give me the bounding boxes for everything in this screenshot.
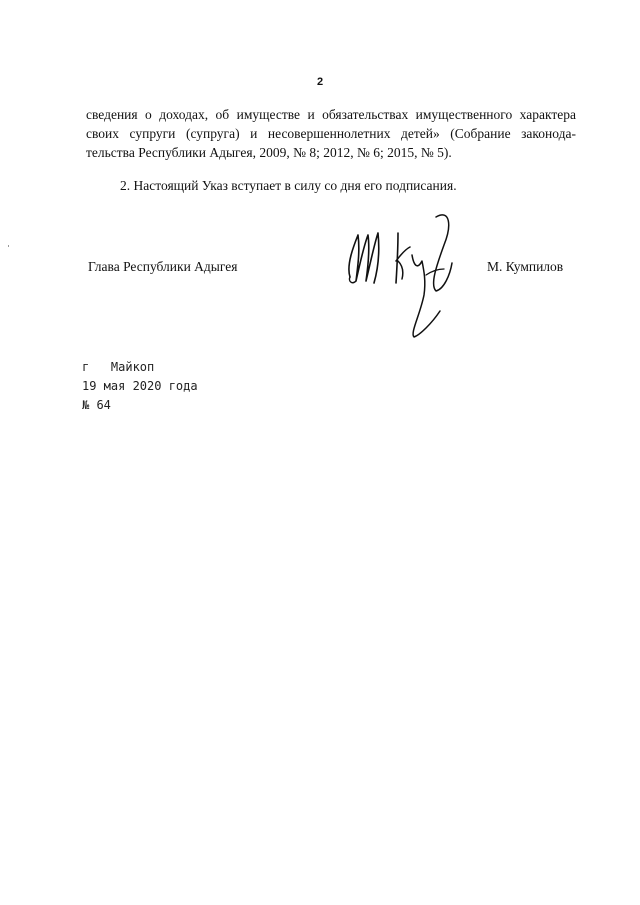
margin-mark [8,245,9,247]
handwritten-signature [340,205,470,345]
stamp-city: г Майкоп [82,360,155,374]
stamp-number: № 64 [82,398,111,412]
signatory-name: М. Кумпилов [487,259,564,274]
paragraph-1-line-2: своих супруги (супруга) и несовершеннолетних детей» (Собрание законода- [86,126,576,141]
registration-stamp [82,358,198,415]
paragraph-1 [86,105,576,162]
paragraph-2: 2. Настоящий Указ вступает в силу со дня его подписания. [120,178,457,193]
stamp-date: 19 мая 2020 года [82,379,198,393]
signatory-title: Глава Республики Адыгея [88,259,238,274]
paragraph-1-line-3: тельства Республики Адыгея, 2009, № 8; 2012, № 6; 2015, № 5). [86,145,452,160]
page-number: 2 [316,76,324,88]
paragraph-1-line-1: сведения о доходах, об имуществе и обязательствах имущественного характера [86,107,576,122]
